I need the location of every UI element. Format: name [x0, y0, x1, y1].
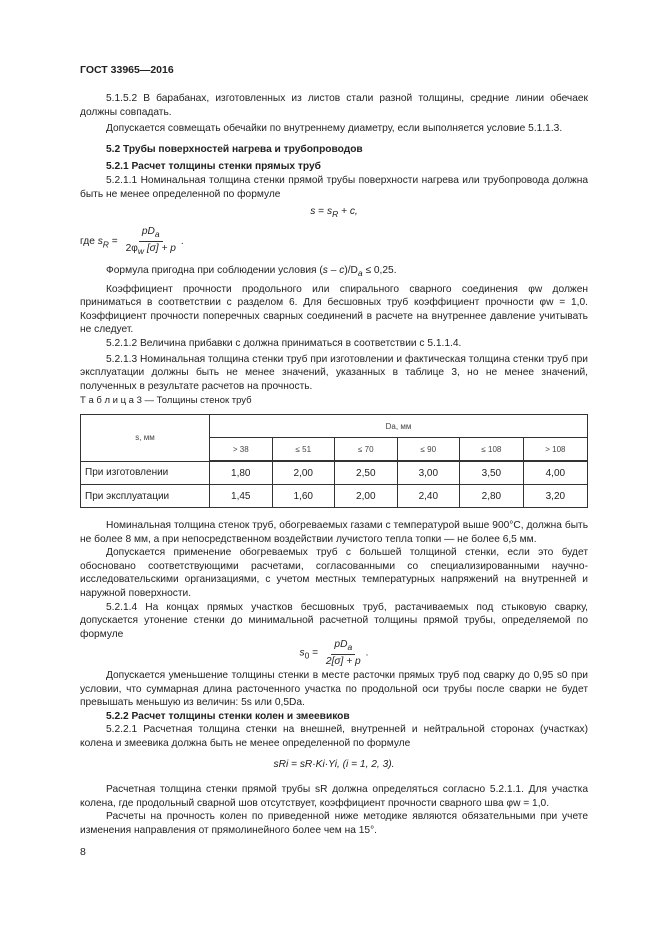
group-header: Da, мм	[210, 415, 588, 438]
paragraph: 5.1.5.2 В барабанах, изготовленных из листов стали разной толщины, средние линии обечаек должны совпадать.	[80, 93, 588, 118]
paragraph: 5.2.1.2 Величина прибавки с должна приниматься в соответствии с 5.1.1.4.	[106, 338, 462, 349]
paragraph: Коэффициент прочности продольного или спирального сварного соединения φw должен приниматься в соответствии с разделом 6. Для бесшовных труб коэффициент прочности φw = 1,0. Коэффициент прочности поперечных сварных соединений в расчете на внутреннее давление учитывать не следует.	[80, 283, 588, 336]
table-caption	[80, 394, 588, 408]
column-header: > 38	[210, 438, 273, 462]
column-header: ≤ 51	[272, 438, 335, 462]
subsection-heading: 5.2.1 Расчет толщины стенки прямых труб	[106, 161, 321, 173]
closing-text	[80, 783, 588, 837]
caption-prefix: Т а б л и ц а 3	[80, 395, 142, 406]
formula-part: s	[299, 647, 305, 659]
table-cell: 2,50	[335, 461, 398, 485]
section-heading: 5.2 Трубы поверхностей нагрева и трубопроводов	[106, 143, 363, 155]
formula-part: s	[326, 206, 333, 217]
table-cell: 3,50	[460, 461, 524, 485]
paragraph: Допускается уменьшение толщины стенки в месте расточки прямых труб под сварку до 0,95 s0 при условии, что суммарная длина расточенного участка по продольной оси трубы после сварки не будет превышать меньшую из величин: 5s или 0,5Da.	[80, 670, 588, 709]
wall-thickness-table	[80, 414, 588, 508]
table-row	[81, 485, 588, 508]
text: s – c	[322, 265, 345, 276]
formula-part: s	[97, 236, 103, 248]
table-cell: 1,45	[210, 485, 273, 508]
table-cell: 4,00	[523, 461, 587, 485]
formula-s	[80, 205, 588, 222]
formula-part: w	[137, 246, 144, 257]
text: Формула пригодна при соблюдении условия (	[106, 265, 323, 276]
column-header: > 108	[523, 438, 587, 462]
table-cell: 2,80	[460, 485, 524, 508]
paragraph: 5.2.2.1 Расчетная толщина стенки на внешней, внутренней и нейтральной сторонах (участках) колена и змеевика должна быть не менее определенной по формуле	[80, 724, 588, 749]
text: )/D	[344, 265, 358, 276]
formula-part: + c,	[338, 206, 358, 217]
paragraph: Номинальная толщина стенок труб, обогреваемых газами с температурой выше 900°С, должна быть не более 8 мм, а при непосредственном воздействии лучистого тепла топки — не более 6,5 мм.	[80, 520, 588, 545]
column-header: ≤ 90	[397, 438, 460, 462]
paragraph: Допускается применение обогреваемых труб с большей толщиной стенки, если это будет обосновано соответствующими расчетами, согласованными со специализированными научно-исследовательскими организациями, с учетом местных температурных напряжений на внутренней и наружной поверхности.	[80, 547, 588, 599]
table-cell: 3,20	[523, 485, 587, 508]
formula-part: =	[315, 206, 327, 217]
paragraph: Расчетная толщина стенки прямой трубы sR должна определяться согласно 5.2.1.1. Для участка колена, где продольный сварной шов отсутствует, коэффициент прочности сварного шва φw = 1,0.	[80, 784, 588, 809]
caption-text: — Толщины стенок труб	[141, 395, 252, 406]
formula-part: где	[80, 236, 98, 248]
formula-part: a	[154, 229, 160, 240]
row-label: При эксплуатации	[81, 485, 210, 508]
table-cell: 2,00	[272, 461, 335, 485]
page-number: 8	[80, 846, 86, 858]
formula-s0	[80, 638, 588, 668]
paragraph: 5.2.1.1 Номинальная толщина стенки прямой трубы поверхности нагрева или трубопровода должна быть не менее определенной по формуле	[80, 174, 588, 200]
text: a	[357, 268, 363, 279]
section-5-2-1-body	[80, 264, 588, 393]
section-5-1-5-2	[80, 92, 588, 201]
formula-part: 2[σ] + p	[325, 656, 361, 668]
formula-sri: sRi = sR·Ki·Yi, (i = 1, 2, 3).	[273, 759, 395, 770]
paragraph: Допускается совмещать обечайки по внутреннему диаметру, если выполняется условие 5.1.1.3.	[106, 123, 563, 135]
formula-part: =	[108, 236, 121, 248]
fraction	[323, 638, 364, 668]
paragraph	[80, 264, 588, 281]
formula-part: s	[310, 206, 316, 217]
formula-part: .	[180, 236, 184, 248]
formula-part: .	[365, 647, 369, 659]
row-label: При изготовлении	[81, 461, 210, 485]
table-cell: 2,40	[397, 485, 460, 508]
formula-sr	[80, 225, 588, 258]
formula-part: [σ] + p	[143, 243, 176, 255]
paragraph: 5.2.1.4 На концах прямых участков бесшовных труб, растачиваемых под стыковую сварку, допускается утонение стенки до минимальной расчетной толщины прямой трубы, определяемой по формуле	[80, 601, 588, 640]
section-5-2-2	[80, 669, 588, 751]
formula-part: a	[347, 642, 353, 653]
subsection-heading: 5.2.2 Расчет толщины стенки колен и змеевиков	[106, 710, 350, 722]
document-header: ГОСТ 33965—2016	[80, 64, 174, 76]
row-header: s, мм	[81, 415, 210, 462]
table-cell: 2,00	[335, 485, 398, 508]
formula-part: pD	[334, 639, 348, 650]
text: ≤ 0,25.	[362, 265, 397, 276]
formula-part: pD	[141, 226, 155, 237]
formula-part: 2φ	[125, 243, 138, 255]
column-header: ≤ 70	[335, 438, 398, 462]
paragraph: Расчеты на прочность колен по приведенной ниже методике являются обязательными при учете изменения направления от прямолинейного более чем на 15°.	[80, 811, 588, 836]
formula-part: R	[332, 209, 339, 220]
column-header: ≤ 108	[460, 438, 524, 462]
table-cell: 1,60	[272, 485, 335, 508]
table-cell: 3,00	[397, 461, 460, 485]
formula-part: =	[309, 647, 321, 659]
paragraph: 5.2.1.3 Номинальная толщина стенки труб при изготовлении и фактическая толщина стенки труб при эксплуатации должны быть не менее значений, указанных в таблице 3, но не менее значений, полученных в результате расчетов на прочность.	[80, 353, 588, 392]
formula-part: 0	[304, 650, 310, 661]
formula-part: R	[102, 239, 109, 250]
table-cell: 1,80	[210, 461, 273, 485]
fraction	[123, 225, 179, 258]
after-table-text	[80, 519, 588, 641]
table-row	[81, 461, 588, 485]
